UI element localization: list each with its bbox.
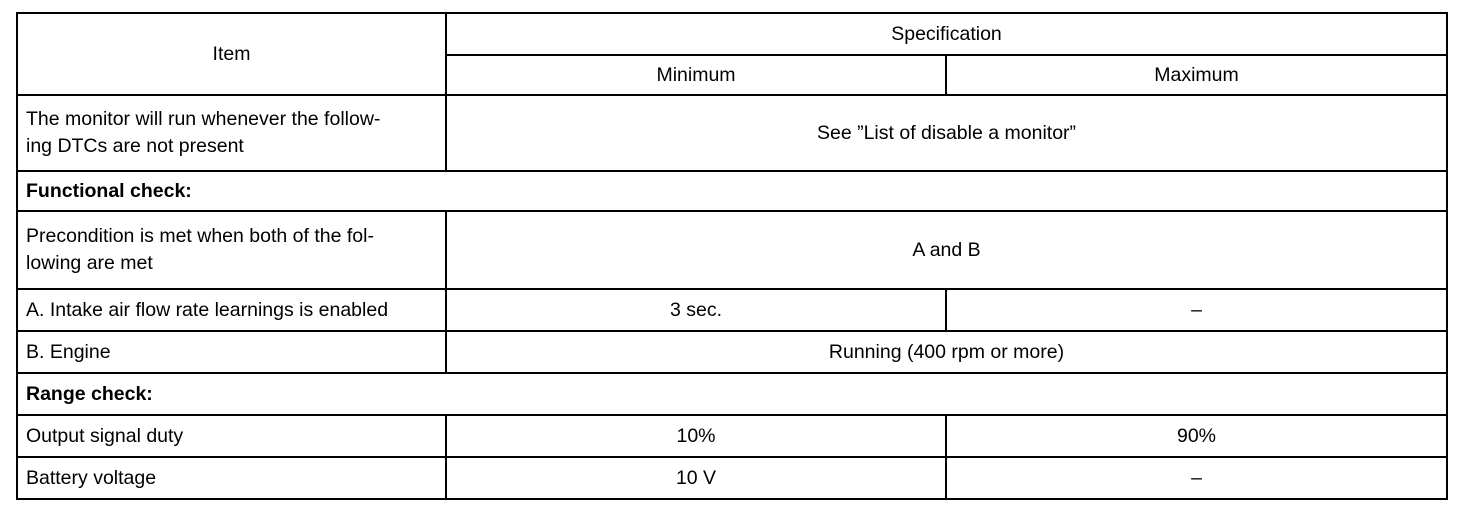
header-specification: Specification xyxy=(446,13,1447,55)
table-row-intake xyxy=(17,289,1447,331)
functional-check-heading: Functional check: xyxy=(17,171,1447,211)
table-row-battery xyxy=(17,457,1447,499)
intake-maximum-cell: – xyxy=(946,289,1447,331)
table-row-precondition xyxy=(17,211,1447,289)
battery-minimum-cell: 10 V xyxy=(446,457,946,499)
battery-maximum-cell: – xyxy=(946,457,1447,499)
dtc-item-line1: The monitor will run whenever the follow- xyxy=(26,108,381,130)
table-row-engine xyxy=(17,331,1447,373)
header-maximum: Maximum xyxy=(946,55,1447,95)
intake-item-cell: A. Intake air flow rate learnings is enabled xyxy=(17,289,446,331)
header-item: Item xyxy=(17,13,446,95)
specification-table xyxy=(16,12,1448,500)
output-signal-item-cell: Output signal duty xyxy=(17,415,446,457)
precondition-item-cell xyxy=(17,211,446,289)
table-row-dtc xyxy=(17,95,1447,171)
intake-minimum-cell: 3 sec. xyxy=(446,289,946,331)
table-row-output-signal xyxy=(17,415,1447,457)
section-row-functional-check xyxy=(17,171,1447,211)
precondition-item-line1: Precondition is met when both of the fol- xyxy=(26,225,374,247)
section-row-range-check xyxy=(17,373,1447,415)
output-signal-minimum-cell: 10% xyxy=(446,415,946,457)
engine-spec-cell: Running (400 rpm or more) xyxy=(446,331,1447,373)
battery-item-cell: Battery voltage xyxy=(17,457,446,499)
precondition-item-line2: lowing are met xyxy=(26,252,153,274)
output-signal-maximum-cell: 90% xyxy=(946,415,1447,457)
header-row xyxy=(17,13,1447,55)
engine-item-cell: B. Engine xyxy=(17,331,446,373)
dtc-item-cell xyxy=(17,95,446,171)
dtc-item-line2: ing DTCs are not present xyxy=(26,135,244,157)
dtc-spec-cell: See ”List of disable a monitor” xyxy=(446,95,1447,171)
range-check-heading: Range check: xyxy=(17,373,1447,415)
header-minimum: Minimum xyxy=(446,55,946,95)
precondition-spec-cell: A and B xyxy=(446,211,1447,289)
